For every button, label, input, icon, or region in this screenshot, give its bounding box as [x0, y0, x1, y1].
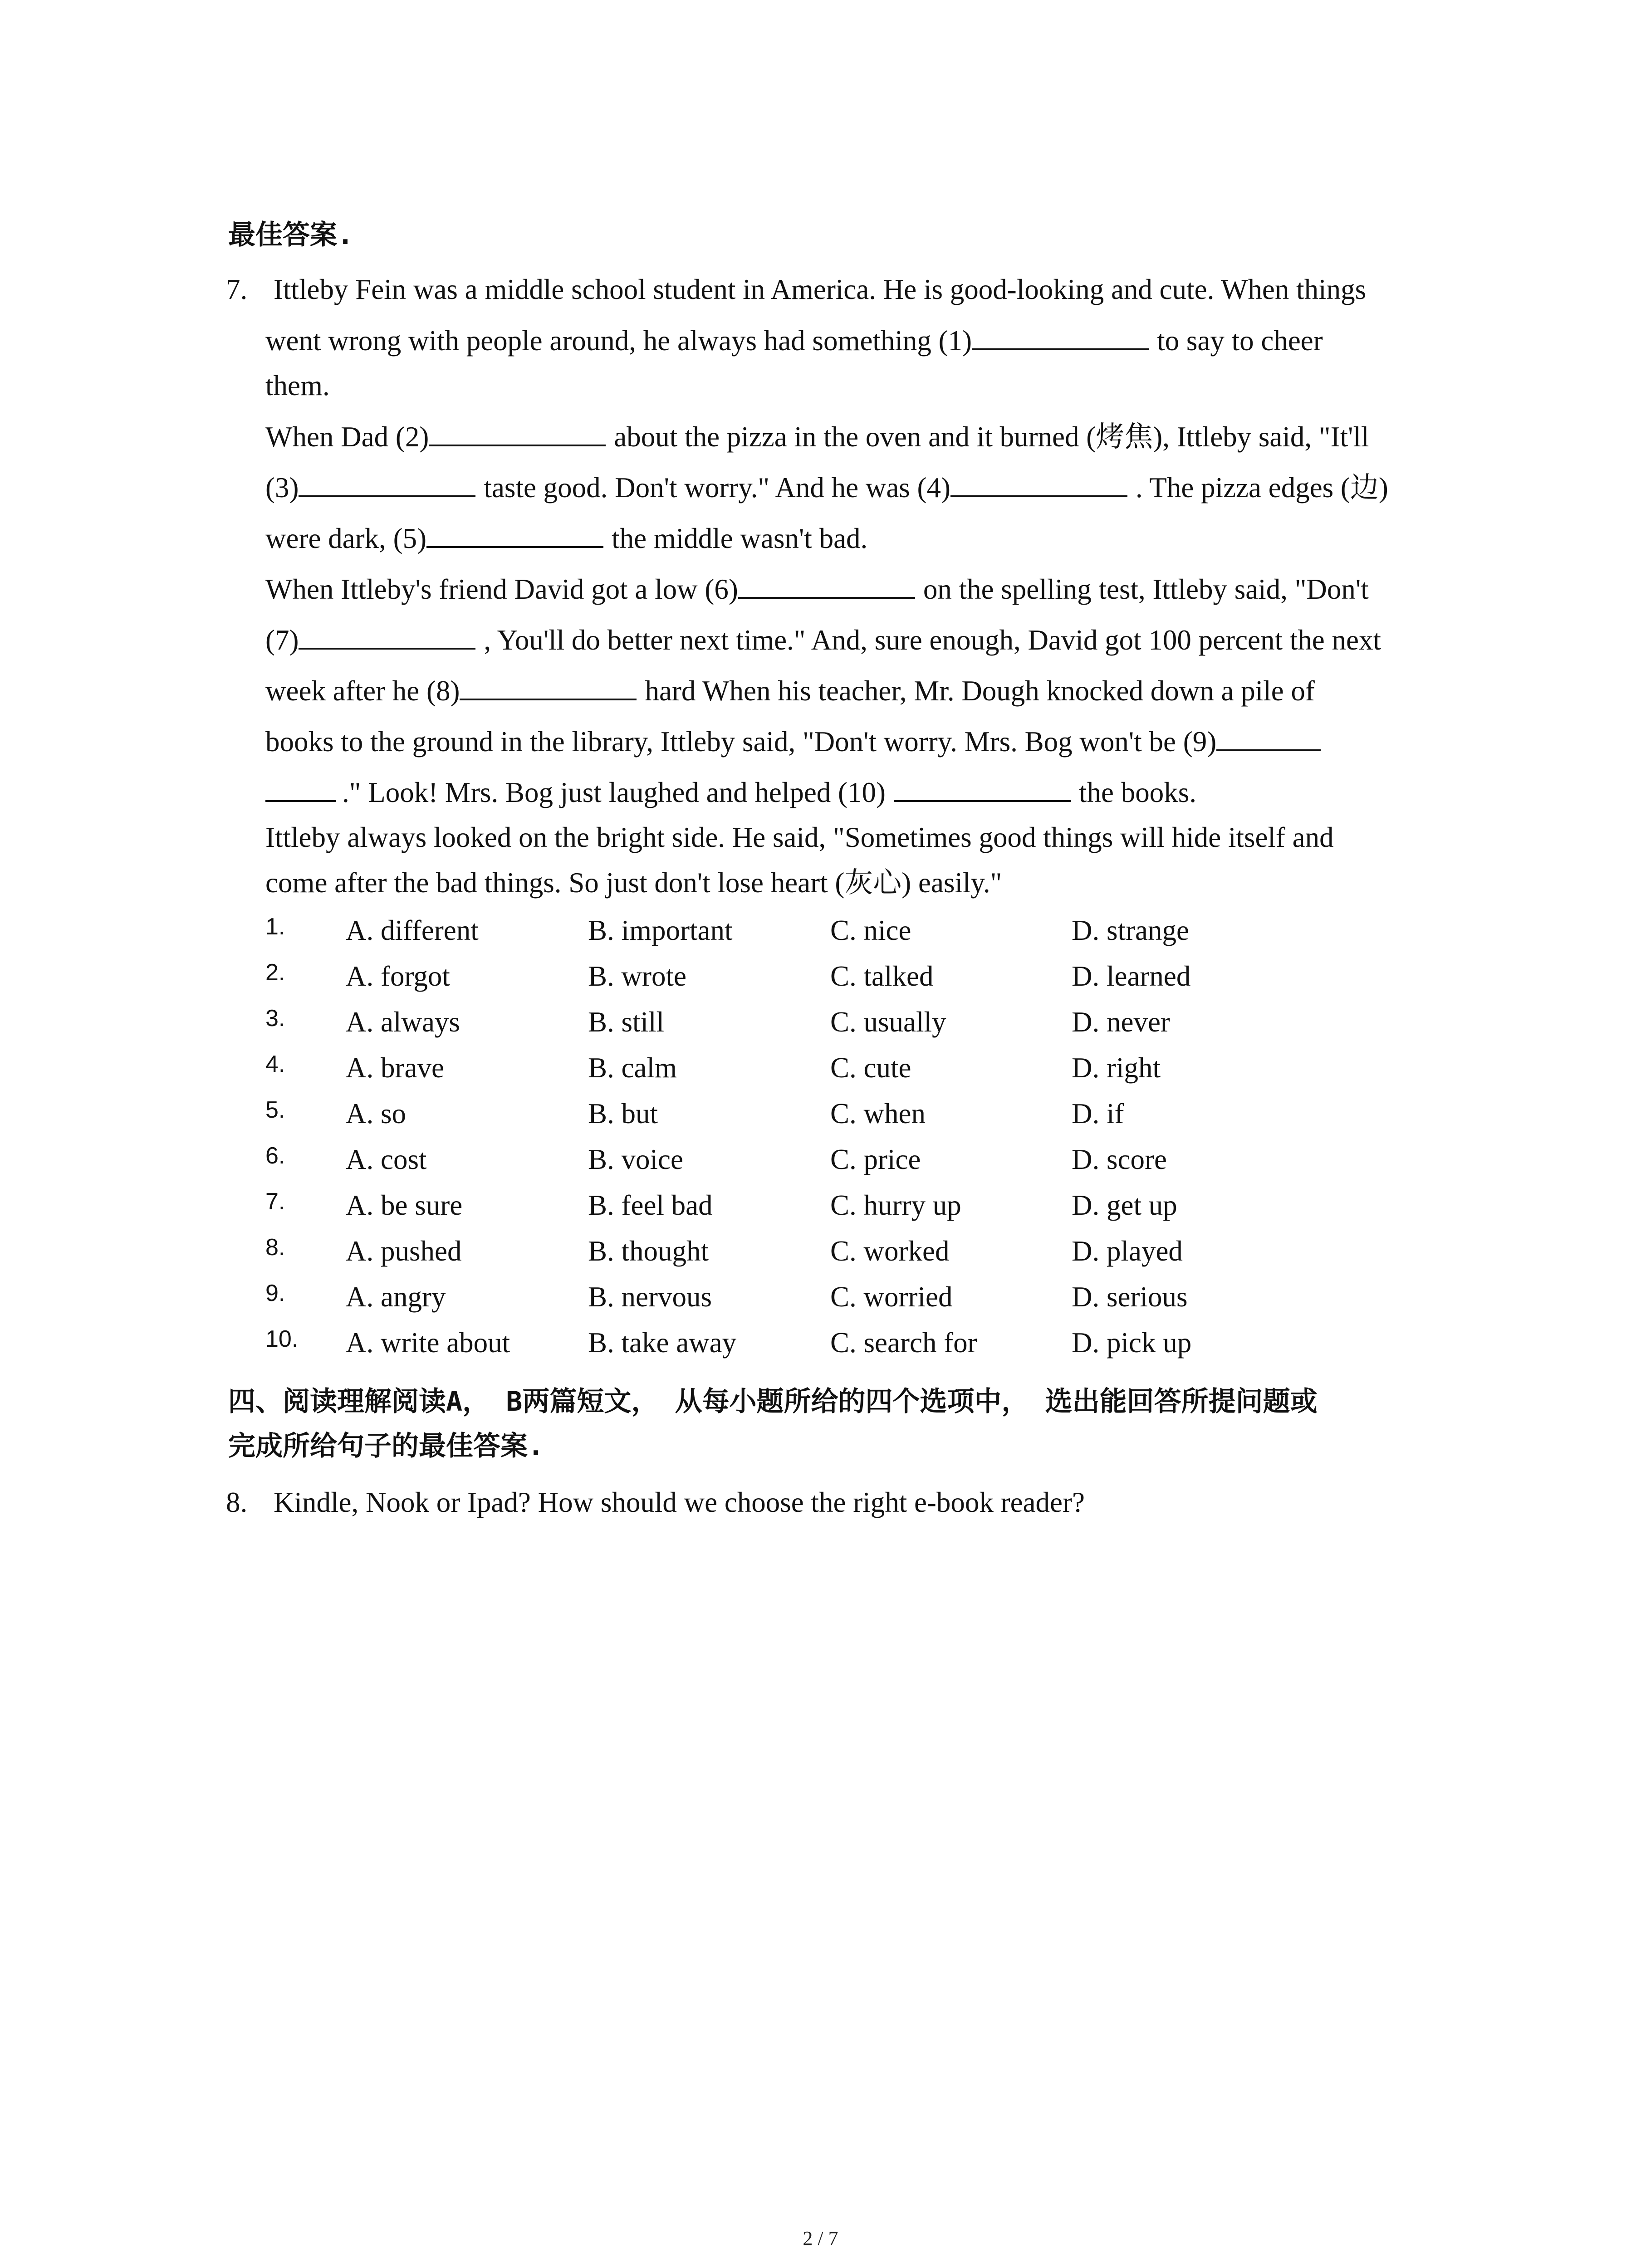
option-row: [0, 910, 1641, 951]
option-row: [0, 1002, 1641, 1042]
option-d: D. right: [1072, 1052, 1161, 1084]
answer-blank-5: [426, 520, 603, 548]
option-row: [0, 956, 1641, 997]
passage-line: them.: [265, 370, 330, 401]
answer-blank-6: [738, 571, 915, 599]
passage-text: books to the ground in the library, Ittleby said, "Don't worry. Mrs. Bog won't be (9): [265, 726, 1217, 758]
option-number: 10.: [265, 1326, 299, 1352]
passage-line: come after the bad things. So just don't lose heart (灰心) easily.": [265, 867, 1002, 899]
option-number: 8.: [265, 1234, 285, 1261]
option-b: B. voice: [588, 1144, 683, 1175]
passage-line: [265, 723, 1321, 760]
passage-text: ." Look! Mrs. Bog just laughed and helped (10): [342, 777, 886, 808]
passage-line: Ittleby Fein was a middle school student in America. He is good-looking and cute. When things: [274, 274, 1367, 305]
answer-blank-1: [972, 322, 1149, 350]
passage-line: [265, 418, 1369, 455]
option-b: B. thought: [588, 1235, 709, 1267]
option-b: B. take away: [588, 1327, 737, 1359]
passage-text: When Dad (2): [265, 421, 429, 453]
passage-line: Ittleby always looked on the bright side. He said, "Sometimes good things will hide itself and: [265, 821, 1334, 853]
passage-text: . The pizza edges (边): [1136, 472, 1388, 503]
option-d: D. never: [1072, 1006, 1170, 1038]
passage-text: week after he (8): [265, 675, 460, 707]
option-row: [0, 1093, 1641, 1134]
option-row: [0, 1276, 1641, 1317]
option-c: C. cute: [830, 1052, 911, 1084]
option-number: 1.: [265, 914, 285, 940]
passage-text: the middle wasn't bad.: [612, 523, 868, 554]
option-b: B. important: [588, 914, 733, 946]
passage-text: were dark, (5): [265, 523, 427, 554]
option-d: D. strange: [1072, 914, 1189, 946]
option-c: C. talked: [830, 960, 934, 992]
option-c: C. usually: [830, 1006, 946, 1038]
question-text: Kindle, Nook or Ipad? How should we choose the right e-book reader?: [274, 1486, 1085, 1518]
option-c: C. price: [830, 1144, 921, 1175]
answer-blank-7: [299, 621, 475, 650]
answer-blank-9-continued: [265, 774, 336, 802]
option-a: A. write about: [346, 1327, 510, 1359]
option-c: C. hurry up: [830, 1189, 961, 1221]
passage-line: [265, 322, 1323, 359]
option-a: A. so: [346, 1098, 407, 1129]
answer-blank-2: [429, 418, 606, 446]
answer-blank-10: [894, 774, 1071, 802]
option-c: C. nice: [830, 914, 911, 946]
passage-text: to say to cheer: [1157, 325, 1323, 357]
option-row: [0, 1185, 1641, 1226]
option-number: 2.: [265, 959, 285, 986]
question-number: 8.: [226, 1486, 248, 1518]
answer-blank-9: [1216, 723, 1321, 751]
passage-text: the books.: [1079, 777, 1196, 808]
option-b: B. still: [588, 1006, 665, 1038]
passage-line: [265, 621, 1381, 658]
passage-line: [265, 469, 1388, 506]
option-number: 6.: [265, 1143, 285, 1169]
option-a: A. cost: [346, 1144, 427, 1175]
option-b: B. calm: [588, 1052, 677, 1084]
option-d: D. played: [1072, 1235, 1183, 1267]
option-d: D. serious: [1072, 1281, 1188, 1313]
option-c: C. when: [830, 1098, 926, 1129]
option-a: A. different: [346, 914, 479, 946]
answer-blank-8: [460, 672, 637, 700]
passage-line: [265, 672, 1315, 709]
passage-text: hard When his teacher, Mr. Dough knocked down a pile of: [645, 675, 1315, 707]
option-number: 3.: [265, 1005, 285, 1031]
option-c: C. worked: [830, 1235, 950, 1267]
passage-text: (3): [265, 472, 299, 503]
option-d: D. score: [1072, 1144, 1167, 1175]
option-d: D. pick up: [1072, 1327, 1192, 1359]
option-a: A. always: [346, 1006, 460, 1038]
option-b: B. feel bad: [588, 1189, 713, 1221]
option-c: C. worried: [830, 1281, 953, 1313]
option-number: 7.: [265, 1188, 285, 1215]
page-number: 2 / 7: [803, 2227, 838, 2249]
option-number: 5.: [265, 1097, 285, 1123]
option-b: B. nervous: [588, 1281, 712, 1313]
option-b: B. but: [588, 1098, 658, 1129]
passage-line: [265, 520, 867, 557]
question-number: 7.: [226, 274, 248, 305]
option-d: D. if: [1072, 1098, 1124, 1129]
passage-text: When Ittleby's friend David got a low (6): [265, 573, 738, 605]
option-a: A. pushed: [346, 1235, 462, 1267]
option-a: A. brave: [346, 1052, 444, 1084]
option-row: [0, 1231, 1641, 1271]
passage-text: , You'll do better next time." And, sure enough, David got 100 percent the next: [484, 624, 1381, 656]
passage-text: taste good. Don't worry." And he was (4): [484, 472, 951, 503]
option-b: B. wrote: [588, 960, 686, 992]
option-a: A. forgot: [346, 960, 450, 992]
option-c: C. search for: [830, 1327, 977, 1359]
option-row: [0, 1322, 1641, 1363]
passage-text: on the spelling test, Ittleby said, "Don't: [923, 573, 1369, 605]
option-a: A. angry: [346, 1281, 446, 1313]
option-row: [0, 1139, 1641, 1180]
passage-line: [265, 774, 1196, 811]
option-number: 9.: [265, 1280, 285, 1306]
section-4-heading: 四、阅读理解阅读A， B两篇短文， 从每小题所给的四个选项中， 选出能回答所提问题或: [228, 1386, 1318, 1418]
answer-blank-4: [950, 469, 1127, 497]
option-number: 4.: [265, 1051, 285, 1077]
passage-text: (7): [265, 624, 299, 656]
passage-line: [265, 571, 1369, 607]
option-d: D. learned: [1072, 960, 1191, 992]
section-heading-continued: 最佳答案.: [228, 219, 354, 251]
answer-blank-3: [299, 469, 475, 497]
section-4-heading-line-2: 完成所给句子的最佳答案.: [228, 1430, 544, 1462]
option-a: A. be sure: [346, 1189, 463, 1221]
passage-text: went wrong with people around, he always had something (1): [265, 325, 972, 357]
option-d: D. get up: [1072, 1189, 1177, 1221]
passage-text: about the pizza in the oven and it burned (烤焦), Ittleby said, "It'll: [614, 421, 1369, 453]
option-row: [0, 1047, 1641, 1088]
